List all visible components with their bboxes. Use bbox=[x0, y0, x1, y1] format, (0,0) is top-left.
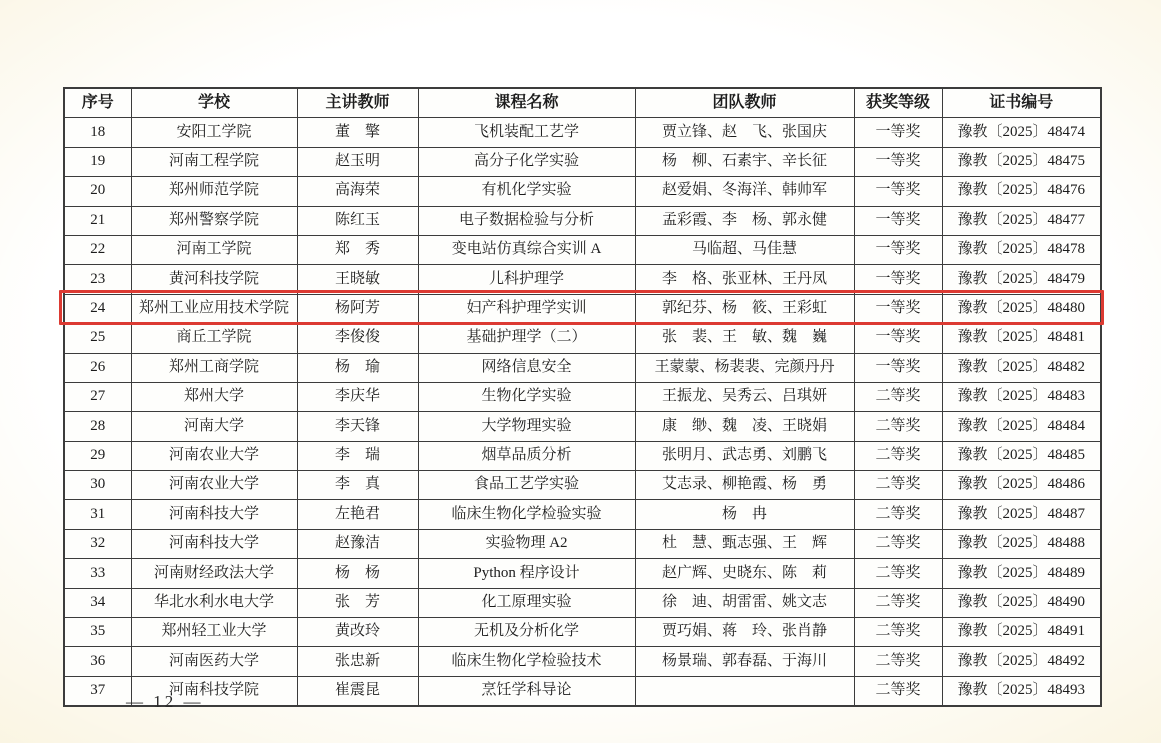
cell-index: 32 bbox=[64, 529, 131, 558]
header-course-name: 课程名称 bbox=[418, 88, 635, 118]
cell-team-teachers: 赵广辉、史晓东、陈 莉 bbox=[635, 559, 854, 588]
cell-course-name: 生物化学实验 bbox=[418, 382, 635, 411]
cell-course-name: 高分子化学实验 bbox=[418, 147, 635, 176]
cell-course-name: 儿科护理学 bbox=[418, 265, 635, 294]
table-row bbox=[64, 147, 1101, 176]
page-number: — 12 — bbox=[126, 692, 204, 711]
cell-team-teachers: 赵爱娟、冬海洋、韩帅军 bbox=[635, 177, 854, 206]
cell-course-name: Python 程序设计 bbox=[418, 559, 635, 588]
cell-course-name: 化工原理实验 bbox=[418, 588, 635, 617]
table-row bbox=[64, 529, 1101, 558]
cell-certificate-no: 豫教〔2025〕48489 bbox=[942, 559, 1101, 588]
cell-award-level: 二等奖 bbox=[854, 412, 942, 441]
cell-certificate-no: 豫教〔2025〕48477 bbox=[942, 206, 1101, 235]
cell-course-name: 电子数据检验与分析 bbox=[418, 206, 635, 235]
table-row bbox=[64, 647, 1101, 676]
cell-index: 27 bbox=[64, 382, 131, 411]
cell-lead-teacher: 王晓敏 bbox=[297, 265, 418, 294]
cell-certificate-no: 豫教〔2025〕48484 bbox=[942, 412, 1101, 441]
cell-team-teachers: 马临超、马佳慧 bbox=[635, 235, 854, 264]
cell-school: 商丘工学院 bbox=[131, 324, 297, 353]
cell-award-level: 二等奖 bbox=[854, 618, 942, 647]
cell-index: 29 bbox=[64, 441, 131, 470]
cell-team-teachers: 艾志录、柳艳霞、杨 勇 bbox=[635, 471, 854, 500]
cell-course-name: 无机及分析化学 bbox=[418, 618, 635, 647]
cell-index: 23 bbox=[64, 265, 131, 294]
cell-team-teachers: 王蒙蒙、杨裴裴、完颜丹丹 bbox=[635, 353, 854, 382]
cell-award-level: 一等奖 bbox=[854, 177, 942, 206]
cell-award-level: 二等奖 bbox=[854, 676, 942, 706]
cell-team-teachers: 张 裴、王 敏、魏 巍 bbox=[635, 324, 854, 353]
cell-lead-teacher: 赵豫洁 bbox=[297, 529, 418, 558]
cell-index: 19 bbox=[64, 147, 131, 176]
cell-course-name: 网络信息安全 bbox=[418, 353, 635, 382]
cell-certificate-no: 豫教〔2025〕48488 bbox=[942, 529, 1101, 558]
cell-lead-teacher: 杨阿芳 bbox=[297, 294, 418, 323]
cell-award-level: 二等奖 bbox=[854, 471, 942, 500]
cell-lead-teacher: 李庆华 bbox=[297, 382, 418, 411]
table-header-row bbox=[64, 88, 1101, 118]
cell-lead-teacher: 左艳君 bbox=[297, 500, 418, 529]
table-row bbox=[64, 559, 1101, 588]
cell-award-level: 一等奖 bbox=[854, 353, 942, 382]
cell-lead-teacher: 陈红玉 bbox=[297, 206, 418, 235]
cell-school: 黄河科技学院 bbox=[131, 265, 297, 294]
cell-team-teachers: 贾立锋、赵 飞、张国庆 bbox=[635, 118, 854, 147]
cell-school: 河南工程学院 bbox=[131, 147, 297, 176]
cell-index: 28 bbox=[64, 412, 131, 441]
cell-team-teachers: 杜 慧、甄志强、王 辉 bbox=[635, 529, 854, 558]
cell-team-teachers: 徐 迪、胡雷雷、姚文志 bbox=[635, 588, 854, 617]
award-table bbox=[63, 87, 1102, 707]
cell-school: 郑州大学 bbox=[131, 382, 297, 411]
cell-index: 21 bbox=[64, 206, 131, 235]
cell-school: 河南医药大学 bbox=[131, 647, 297, 676]
table-row bbox=[64, 265, 1101, 294]
cell-lead-teacher: 赵玉明 bbox=[297, 147, 418, 176]
award-table-body bbox=[64, 118, 1101, 706]
cell-lead-teacher: 杨 瑜 bbox=[297, 353, 418, 382]
cell-certificate-no: 豫教〔2025〕48476 bbox=[942, 177, 1101, 206]
cell-certificate-no: 豫教〔2025〕48481 bbox=[942, 324, 1101, 353]
table-row bbox=[64, 676, 1101, 706]
cell-course-name: 妇产科护理学实训 bbox=[418, 294, 635, 323]
cell-award-level: 二等奖 bbox=[854, 559, 942, 588]
cell-award-level: 二等奖 bbox=[854, 382, 942, 411]
cell-school: 郑州工商学院 bbox=[131, 353, 297, 382]
cell-school: 河南科技学院 bbox=[131, 676, 297, 706]
cell-award-level: 二等奖 bbox=[854, 588, 942, 617]
table-row bbox=[64, 177, 1101, 206]
cell-award-level: 一等奖 bbox=[854, 206, 942, 235]
cell-team-teachers: 李 格、张亚林、王丹凤 bbox=[635, 265, 854, 294]
cell-school: 河南大学 bbox=[131, 412, 297, 441]
header-lead-teacher: 主讲教师 bbox=[297, 88, 418, 118]
cell-lead-teacher: 高海荣 bbox=[297, 177, 418, 206]
table-row bbox=[64, 412, 1101, 441]
cell-course-name: 变电站仿真综合实训 A bbox=[418, 235, 635, 264]
cell-certificate-no: 豫教〔2025〕48485 bbox=[942, 441, 1101, 470]
table-row bbox=[64, 118, 1101, 147]
cell-certificate-no: 豫教〔2025〕48492 bbox=[942, 647, 1101, 676]
cell-index: 37 bbox=[64, 676, 131, 706]
cell-certificate-no: 豫教〔2025〕48483 bbox=[942, 382, 1101, 411]
table-row bbox=[64, 235, 1101, 264]
cell-school: 郑州轻工业大学 bbox=[131, 618, 297, 647]
cell-course-name: 烹饪学科导论 bbox=[418, 676, 635, 706]
table-row bbox=[64, 294, 1101, 323]
cell-index: 36 bbox=[64, 647, 131, 676]
cell-lead-teacher: 张忠新 bbox=[297, 647, 418, 676]
award-table-container bbox=[63, 87, 1100, 707]
cell-lead-teacher: 张 芳 bbox=[297, 588, 418, 617]
cell-certificate-no: 豫教〔2025〕48491 bbox=[942, 618, 1101, 647]
table-row bbox=[64, 206, 1101, 235]
cell-index: 18 bbox=[64, 118, 131, 147]
cell-school: 郑州师范学院 bbox=[131, 177, 297, 206]
table-row bbox=[64, 441, 1101, 470]
header-award-level: 获奖等级 bbox=[854, 88, 942, 118]
cell-school: 河南农业大学 bbox=[131, 441, 297, 470]
cell-award-level: 一等奖 bbox=[854, 235, 942, 264]
cell-course-name: 基础护理学（二） bbox=[418, 324, 635, 353]
header-certificate-no: 证书编号 bbox=[942, 88, 1101, 118]
cell-award-level: 一等奖 bbox=[854, 118, 942, 147]
table-row bbox=[64, 618, 1101, 647]
cell-index: 33 bbox=[64, 559, 131, 588]
cell-lead-teacher: 李俊俊 bbox=[297, 324, 418, 353]
cell-course-name: 烟草品质分析 bbox=[418, 441, 635, 470]
cell-course-name: 临床生物化学检验技术 bbox=[418, 647, 635, 676]
table-row bbox=[64, 353, 1101, 382]
cell-lead-teacher: 李 真 bbox=[297, 471, 418, 500]
cell-school: 河南农业大学 bbox=[131, 471, 297, 500]
cell-lead-teacher: 杨 杨 bbox=[297, 559, 418, 588]
cell-index: 20 bbox=[64, 177, 131, 206]
cell-index: 25 bbox=[64, 324, 131, 353]
cell-team-teachers: 康 缈、魏 凌、王晓娟 bbox=[635, 412, 854, 441]
cell-course-name: 食品工艺学实验 bbox=[418, 471, 635, 500]
cell-school: 郑州警察学院 bbox=[131, 206, 297, 235]
cell-lead-teacher: 黄改玲 bbox=[297, 618, 418, 647]
cell-lead-teacher: 郑 秀 bbox=[297, 235, 418, 264]
cell-team-teachers: 郭纪芬、杨 筱、王彩虹 bbox=[635, 294, 854, 323]
cell-team-teachers: 孟彩霞、李 杨、郭永健 bbox=[635, 206, 854, 235]
cell-lead-teacher: 李天锋 bbox=[297, 412, 418, 441]
cell-school: 郑州工业应用技术学院 bbox=[131, 294, 297, 323]
header-index: 序号 bbox=[64, 88, 131, 118]
cell-course-name: 临床生物化学检验实验 bbox=[418, 500, 635, 529]
cell-team-teachers bbox=[635, 676, 854, 706]
cell-school: 华北水利水电大学 bbox=[131, 588, 297, 617]
table-row bbox=[64, 324, 1101, 353]
cell-team-teachers: 杨 冉 bbox=[635, 500, 854, 529]
cell-index: 24 bbox=[64, 294, 131, 323]
cell-lead-teacher: 董 擎 bbox=[297, 118, 418, 147]
cell-award-level: 一等奖 bbox=[854, 294, 942, 323]
cell-certificate-no: 豫教〔2025〕48490 bbox=[942, 588, 1101, 617]
cell-lead-teacher: 李 瑞 bbox=[297, 441, 418, 470]
cell-lead-teacher: 崔震昆 bbox=[297, 676, 418, 706]
cell-award-level: 二等奖 bbox=[854, 441, 942, 470]
table-row bbox=[64, 588, 1101, 617]
cell-certificate-no: 豫教〔2025〕48478 bbox=[942, 235, 1101, 264]
cell-course-name: 实验物理 A2 bbox=[418, 529, 635, 558]
cell-team-teachers: 杨 柳、石素宇、辛长征 bbox=[635, 147, 854, 176]
cell-school: 河南科技大学 bbox=[131, 529, 297, 558]
cell-school: 安阳工学院 bbox=[131, 118, 297, 147]
cell-index: 31 bbox=[64, 500, 131, 529]
cell-certificate-no: 豫教〔2025〕48486 bbox=[942, 471, 1101, 500]
cell-course-name: 大学物理实验 bbox=[418, 412, 635, 441]
table-row bbox=[64, 500, 1101, 529]
cell-award-level: 二等奖 bbox=[854, 500, 942, 529]
cell-team-teachers: 王振龙、吴秀云、吕琪妍 bbox=[635, 382, 854, 411]
cell-index: 30 bbox=[64, 471, 131, 500]
cell-award-level: 一等奖 bbox=[854, 147, 942, 176]
cell-certificate-no: 豫教〔2025〕48482 bbox=[942, 353, 1101, 382]
cell-award-level: 一等奖 bbox=[854, 324, 942, 353]
cell-course-name: 有机化学实验 bbox=[418, 177, 635, 206]
cell-school: 河南科技大学 bbox=[131, 500, 297, 529]
cell-certificate-no: 豫教〔2025〕48474 bbox=[942, 118, 1101, 147]
header-school: 学校 bbox=[131, 88, 297, 118]
cell-team-teachers: 贾巧娟、蒋 玲、张肖静 bbox=[635, 618, 854, 647]
cell-team-teachers: 张明月、武志勇、刘鹏飞 bbox=[635, 441, 854, 470]
cell-certificate-no: 豫教〔2025〕48479 bbox=[942, 265, 1101, 294]
header-team-teachers: 团队教师 bbox=[635, 88, 854, 118]
table-row bbox=[64, 471, 1101, 500]
cell-index: 26 bbox=[64, 353, 131, 382]
cell-index: 34 bbox=[64, 588, 131, 617]
cell-school: 河南工学院 bbox=[131, 235, 297, 264]
cell-certificate-no: 豫教〔2025〕48487 bbox=[942, 500, 1101, 529]
cell-index: 35 bbox=[64, 618, 131, 647]
cell-school: 河南财经政法大学 bbox=[131, 559, 297, 588]
cell-award-level: 二等奖 bbox=[854, 529, 942, 558]
cell-team-teachers: 杨景瑞、郭春磊、于海川 bbox=[635, 647, 854, 676]
cell-certificate-no: 豫教〔2025〕48475 bbox=[942, 147, 1101, 176]
cell-award-level: 二等奖 bbox=[854, 647, 942, 676]
table-row bbox=[64, 382, 1101, 411]
cell-certificate-no: 豫教〔2025〕48493 bbox=[942, 676, 1101, 706]
cell-award-level: 一等奖 bbox=[854, 265, 942, 294]
cell-course-name: 飞机装配工艺学 bbox=[418, 118, 635, 147]
cell-certificate-no: 豫教〔2025〕48480 bbox=[942, 294, 1101, 323]
cell-index: 22 bbox=[64, 235, 131, 264]
